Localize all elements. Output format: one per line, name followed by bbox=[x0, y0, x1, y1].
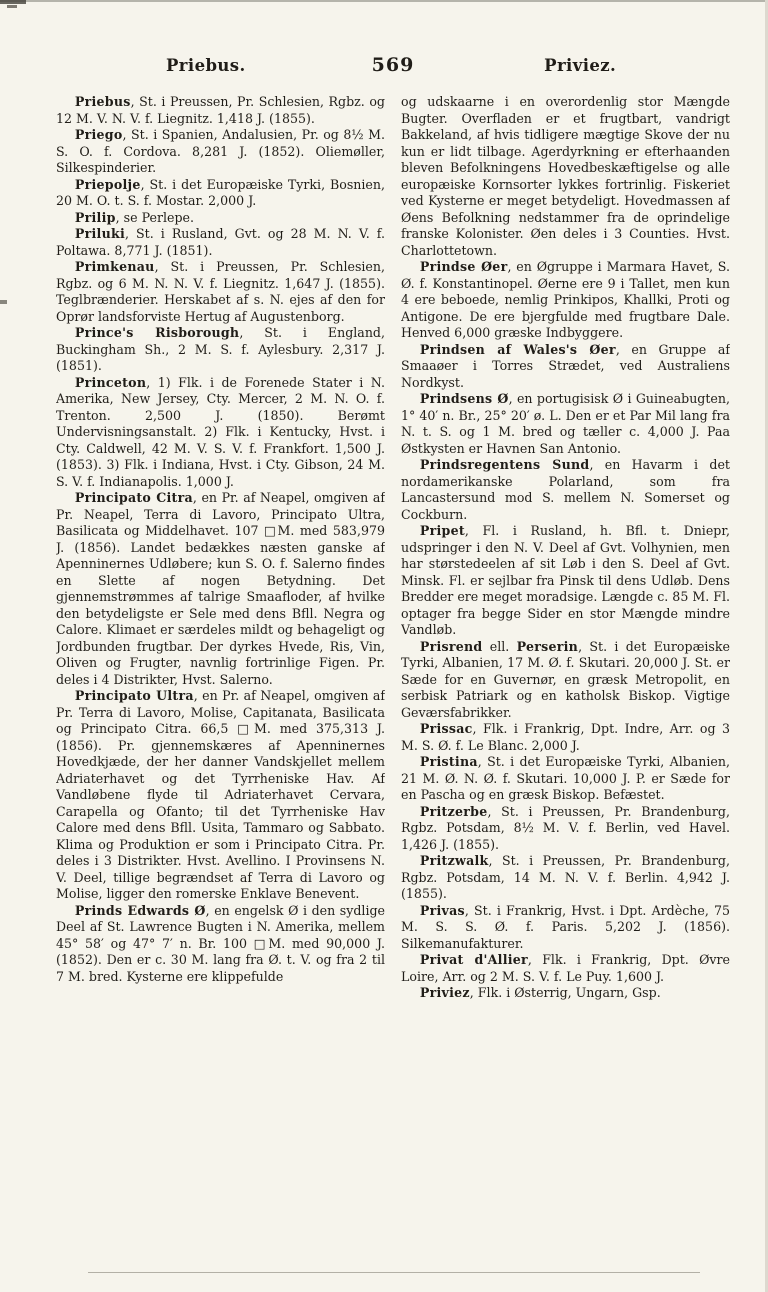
entry-priepolje bbox=[56, 177, 385, 210]
entry-term: Prindsen af Wales's Øer bbox=[419, 341, 616, 357]
scan-artifact-top-left-blob bbox=[0, 0, 26, 4]
entry-privat-dallier bbox=[401, 952, 730, 985]
entry-term: Priepolje bbox=[74, 176, 141, 192]
guideword-right: Priviez. bbox=[544, 56, 617, 75]
entry-primkenau bbox=[56, 259, 385, 325]
entry-prindse-oer bbox=[401, 259, 730, 342]
entry-pritzerbe bbox=[401, 804, 730, 854]
entry-prindsens-o bbox=[401, 391, 730, 457]
entry-prinds-edwards-o bbox=[56, 903, 385, 986]
entry-prindsregentens-sund bbox=[401, 457, 730, 523]
entry-term: Privat d'Allier bbox=[419, 952, 528, 967]
entry-text: , St. i England, Buckingham Sh., 2 M. S. f. Aylesbury. 2,317 J. (1851). bbox=[56, 325, 385, 373]
entry-text: , en Pr. af Neapel, omgiven af Pr. Terra di Lavoro, Molise, Capitanata, Basilicata og Principato Citra. 66,5 □M. med 375,313 J. (1856). Pr. gjennemskæres af Apenninernes Hovedkjæde, der her danner Vandskjellet mellem Adriaterhavet og det Tyrrheniske Hav. Af Vandløbene flyde til Adriaterhavet Cervara, Carapella og Ofanto; til det Tyrrheniske Hav Calore med dens Bfll. Usita, Tammaro og Sabbato. Klima og Produktion er som i Principato Citra. Pr. deles i 3 Distrikter. Hvst. Avellino. I Provinsens N. V. Deel, tillige begrændset af Terra di Lavoro og Molise, ligger den romerske Enklave Benevent. bbox=[56, 688, 385, 901]
entry-prilip bbox=[56, 210, 385, 227]
entry-text: , Flk. i Østerrig, Ungarn, Gsp. bbox=[469, 985, 661, 1000]
entry-text: , St. i Preussen, Pr. Brandenburg, Rgbz. Potsdam, 14 M. N. V. f. Berlin. 4,942 J. (1855). bbox=[401, 853, 730, 901]
entry-text: , Fl. i Rusland, h. Bfl. t. Dniepr, udspringer i den N. V. Deel af Gvt. Volhynien, men har størstedeelen af sit Løb i den S. Deel af Gvt. Minsk. Fl. er sejlbar fra Pinsk til dens Udløb. Dens Bredder ere meget moradsige. Længde c. 85 M. Fl. optager fra begge Sider en stor Mængde mindre Vandløb. bbox=[401, 523, 730, 637]
entry-text: , St. i Spanien, Andalusien, Pr. og 8½ M. S. O. f. Cordova. 8,281 J. (1852). Oliemøller, Silkespinderier. bbox=[56, 127, 385, 175]
entry-text: , Flk. i Frankrig, Dpt. Indre, Arr. og 3 M. S. Ø. f. Le Blanc. 2,000 J. bbox=[401, 721, 730, 753]
scan-artifact-left-margin-mark bbox=[0, 300, 7, 304]
scan-artifact-top-edge bbox=[0, 0, 768, 2]
column-left bbox=[56, 94, 385, 1194]
entry-text: , en engelsk Ø i den sydlige Deel af St. Lawrence Bugten i N. Amerika, mellem 45° 58′ og 47° 7′ n. Br. 100 □M. med 90,000 J. (1852). Den er c. 30 M. lang fra Ø. t. V. og fra 2 til 7 M. bred. Kysterne ere klippefulde bbox=[56, 902, 385, 984]
entry-prindsen-af-waless-oer bbox=[401, 342, 730, 392]
entry-term: Prindsens Ø bbox=[419, 391, 509, 406]
entry-mid-text: ell. bbox=[482, 638, 517, 654]
entry-term: Prindsregentens Sund bbox=[419, 457, 590, 472]
entry-term: Privas bbox=[419, 902, 465, 918]
entry-term: Priebus bbox=[74, 94, 131, 109]
entry-term: Primkenau bbox=[74, 259, 155, 274]
scan-artifact-bottom-edge bbox=[88, 1272, 700, 1273]
guideword-left: Priebus. bbox=[166, 56, 246, 75]
entry-term: Principato Citra bbox=[74, 490, 193, 505]
entry-text: , St. i det Europæiske Tyrki, Albanien, 17 M. Ø. f. Skutari. 20,000 J. St. er Sæde for en Guvernør, en græsk Metropolit, en serbisk Patriark og en katholsk Biskop. Vigtige Geværsfabrikker. bbox=[401, 638, 730, 720]
entry-term: Prilip bbox=[74, 209, 116, 225]
entry-text: , en portugisisk Ø i Guineabugten, 1° 40′ n. Br., 25° 20′ ø. L. Den er et Par Mil lang fra N. t. S. og 1 M. bred og tæller c. 4,000 J. Paa Østkysten er Havnen San Antonio. bbox=[401, 391, 730, 456]
page-number: 569 bbox=[371, 54, 415, 76]
entry-prissac bbox=[401, 721, 730, 754]
entry-term: Prindse Øer bbox=[419, 259, 508, 274]
entry-term: Pristina bbox=[419, 754, 478, 769]
entry-principato-citra bbox=[56, 490, 385, 688]
entry-term: Princeton bbox=[74, 374, 147, 390]
entry-term: Priluki bbox=[74, 226, 125, 241]
entry-priebus bbox=[56, 94, 385, 127]
entry-privas bbox=[401, 903, 730, 953]
entry-text: , se Perlepe. bbox=[115, 209, 194, 225]
entry-text: , St. i Preussen, Pr. Schlesien, Rgbz. og 12 M. V. N. V. f. Liegnitz. 1,418 J. (1855). bbox=[56, 94, 385, 126]
entry-text: , 1) Flk. i de Forenede Stater i N. Amerika, New Jersey, Cty. Mercer, 2 M. N. O. f. Trenton. 2,500 J. (1850). Berømt Undervisningsanstalt. 2) Flk. i Kentucky, Hvst. i Cty. Caldwell, 42 M. V. S. V. f. Frankfort. 1,500 J. (1853). 3) Flk. i Indiana, Hvst. i Cty. Gibson, 24 M. S. V. f. Indianapolis. 1,000 J. bbox=[56, 374, 385, 489]
entry-text: , St. i Rusland, Gvt. og 28 M. N. V. f. Poltawa. 8,771 J. (1851). bbox=[56, 226, 385, 258]
entry-principato-ultra bbox=[56, 688, 385, 903]
entry-term-alt: Perserin bbox=[516, 638, 579, 654]
entry-text: , en Pr. af Neapel, omgiven af Pr. Neapel, Terra di Lavoro, Principato Ultra, Basilicata og Middelhavet. 107 □M. med 583,979 J. (1856). Landet bedækkes næsten ganske af Apenninernes Udløbere; kun S. O. f. Salerno findes en Slette af nogen Betydning. Det gjennemstrømmes af talrige Smaafloder, af hvilke den betydeligste er Sele med dens Bfll. Negra og Calore. Klimaet er særdeles mildt og behageligt og Jordbunden frugtbar. Der dyrkes Hvede, Ris, Vin, Oliven og Frugter, navnlig fortrinlige Figen. Pr. deles i 4 Distrikter, Hvst. Salerno. bbox=[56, 490, 385, 687]
entry-pripet bbox=[401, 523, 730, 639]
entry-text: , en Havarm i det nordamerikanske Polarland, som fra Lancastersund mod S. mellem N. Somerset og Cockburn. bbox=[401, 457, 730, 522]
entry-priego bbox=[56, 127, 385, 177]
scan-artifact-corner-mark bbox=[7, 5, 17, 8]
entry-term: Prinds Edwards Ø bbox=[74, 902, 206, 918]
entry-pritzwalk bbox=[401, 853, 730, 903]
entry-text: , en Gruppe af Smaaøer i Torres Strædet, ved Australiens Nordkyst. bbox=[401, 341, 730, 390]
entry-text: , St. i Preussen, Pr. Brandenburg, Rgbz. Potsdam, 8½ M. V. f. Berlin, ved Havel. 1,426 J. (1855). bbox=[401, 803, 730, 852]
entry-pristina bbox=[401, 754, 730, 804]
entry-text: , St. i det Europæiske Tyrki, Albanien, 21 M. Ø. N. Ø. f. Skutari. 10,000 J. P. er Sæde for en Pascha og en græsk Biskop. Befæstet. bbox=[401, 754, 730, 802]
entry-text: , en Øgruppe i Marmara Havet, S. Ø. f. Konstantinopel. Øerne ere 9 i Tallet, men kun 4 ere beboede, nemlig Prinkipos, Khallki, Proti og Antigone. De ere bjergfulde med frugtbare Dale. Henved 6,000 græske Indbyggere. bbox=[401, 259, 730, 340]
text-columns bbox=[56, 94, 730, 1194]
entry-priviez bbox=[401, 985, 730, 1002]
entry-term: Priego bbox=[74, 127, 123, 142]
entry-text: , St. i det Europæiske Tyrki, Bosnien, 20 M. O. t. S. f. Mostar. 2,000 J. bbox=[56, 176, 385, 208]
entry-text: , Flk. i Frankrig, Dpt. Øvre Loire, Arr. og 2 M. S. V. f. Le Puy. 1,600 J. bbox=[401, 952, 730, 984]
entry-prisrend bbox=[401, 639, 730, 722]
entry-term: Pritzerbe bbox=[419, 803, 488, 819]
entry-term: Prisrend bbox=[419, 638, 483, 654]
entry-term: Pripet bbox=[419, 523, 465, 538]
entry-term: Pritzwalk bbox=[419, 853, 489, 868]
entry-term: Prince's Risborough bbox=[74, 325, 240, 340]
entry-princeton bbox=[56, 375, 385, 491]
entry-prinds-edwards-o-continuation bbox=[401, 94, 730, 259]
entry-text: , St. i Preussen, Pr. Schlesien, Rgbz. og 6 M. N. N. V. f. Liegnitz. 1,647 J. (1855). Teglbrænderier. Herskabet af s. N. ejes af den for Oprør landsforviste Hertug af Augustenborg. bbox=[56, 259, 385, 324]
column-right bbox=[401, 94, 730, 1194]
entry-princes-risborough bbox=[56, 325, 385, 375]
entry-priluki bbox=[56, 226, 385, 259]
entry-term: Priviez bbox=[419, 985, 470, 1000]
entry-text: og udskaarne i en overordenlig stor Mængde Bugter. Overfladen er et frugtbart, vandrigt Bakkeland, af hvis tidligere mægtige Skove der nu kun er lidt tilbage. Agerdyrkning er efterhaanden bleven Befolkningens Hovedbeskæftigelse og alle europæiske Kornsorter lykkes fortrinlig. Fiskeriet ved Kysterne er meget betydeligt. Hovedmassen af Øens Befolkning nedstammer fra de oprindelige franske Kolonister. Øen deles i 3 Counties. Hvst. Charlottetown. bbox=[401, 94, 730, 258]
entry-term: Principato Ultra bbox=[74, 688, 194, 703]
page-header bbox=[56, 54, 730, 76]
entry-term: Prissac bbox=[419, 721, 473, 736]
entry-text: , St. i Frankrig, Hvst. i Dpt. Ardèche, 75 M. S. S. Ø. f. Paris. 5,202 J. (1856). Silkemanufakturer. bbox=[401, 902, 730, 951]
